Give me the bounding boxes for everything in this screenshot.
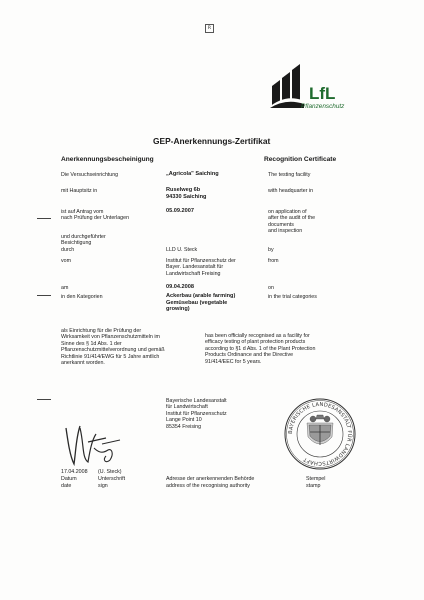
row-label-de: mit Hauptsitz in [61,188,98,194]
footer-date-label-en: date [61,483,72,489]
row-label-en: on application of after the audit of the documents and inspection [268,209,316,235]
footer-sign-label-de: Unterschrift [98,476,126,482]
row-label-en: from [268,258,279,264]
footer-sign-label-en: sign [98,483,108,489]
right-header: Recognition Certificate [264,156,337,163]
page-title: GEP-Anerkennungs-Zertifikat [153,136,271,146]
row-label-de: vom [61,258,72,264]
footer-address-label-en: address of the recognising authority [166,483,250,489]
footer-stamp-label-en: stamp [306,483,321,489]
row-value: „Agricola" Saiching [166,171,219,177]
margin-mark [37,399,51,400]
row-label-en: The testing facility [268,172,311,178]
footer-address-label-de: Adresse der anerkennenden Behörde [166,476,255,482]
row-label-en: in the trial categories [268,294,317,300]
row-value: 09.04.2008 [166,284,194,290]
recognition-text-de: als Einrichtung für die Prüfung der Wirksamkeit von Pflanzenschutzmitteln im Sinne des § 1d Abs. 1 der Pflanzenschutzmittelverordnung und gemäß Richtlinie 91/414/EWG für 5 Jahre amtlich anerkannt worden. [61,328,165,367]
footer-date: 17.04.2008 [61,469,88,475]
row-value: Ackerbau (arable farming) Gemüsebau (vegetable growing) [166,293,236,313]
row-value: 05.09.2007 [166,208,194,214]
row-value: Institut für Pflanzenschutz der Bayer. Landesanstalt für Landwirtschaft Freising [166,258,236,277]
logo-brand: LfL [309,84,336,103]
left-header: Anerkennungsbescheinigung [61,156,154,163]
footer-date-label-de: Datum [61,476,77,482]
svg-text:BAYERISCHE LANDESANSTALT FÜR L: BAYERISCHE LANDESANSTALT FÜR LANDWIRTSCHAFT [287,401,353,467]
row-label-de: am [61,285,69,291]
recognition-text-en: has been officially recognised as a facility for efficacy testing of plant protection products according to §1 d Abs. 1 of the Plant Protection Products Ordinance and the Directive 91/414/EEC for 5 years. [205,333,316,365]
row-label-de: und durchgeführter Besichtigung durch [61,234,106,253]
row-label-en: with headquarter in [268,188,314,194]
footer-stamp-label-de: Stempel [306,476,326,482]
signature [62,420,124,472]
logo-subtitle: Pflanzenschutz [301,103,345,110]
authority-address: Bayerische Landesanstalt für Landwirtschaft Institut für Pflanzenschutz Lange Point 10 85354 Freising [166,398,227,430]
row-value: LLD U. Steck [166,247,198,253]
row-label-en: by [268,247,274,253]
registration-mark: R [205,24,214,33]
official-seal [283,397,357,471]
margin-mark [37,295,51,296]
footer-signer: (U. Steck) [98,469,122,475]
row-value: Ruselweg 6b 94330 Saiching [166,187,207,200]
row-label-de: Die Versuchseinrichtung [61,172,119,178]
row-label-de: in den Kategorien [61,294,103,300]
margin-mark [37,218,51,219]
row-label-en: on [268,285,274,291]
row-label-de: ist auf Antrag vom nach Prüfung der Unterlagen [61,209,130,222]
